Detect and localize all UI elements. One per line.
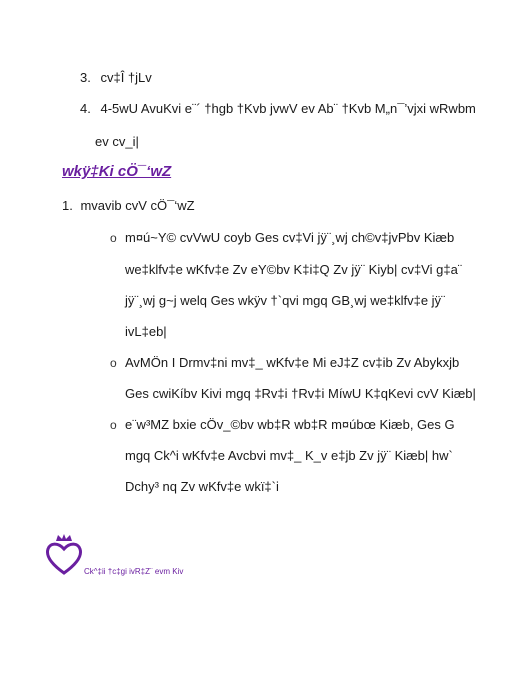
bullet-line: Dchy³ nq Zv wKfv‡e wkï‡`i (125, 479, 279, 494)
bullet-marker: o (110, 418, 117, 432)
list-number: 4. (80, 101, 91, 116)
list-number: 1. (62, 198, 73, 213)
bullet-line: e¨w³MZ bxie cÖv_©bv wb‡R wb‡R m¤úbœ Kiæb, Ges G (125, 417, 455, 432)
bullet-line: jÿ¨¸wj g~j welq Ges wkÿv †`qvi mgq GB¸wj we‡klfv‡e jÿ¨ (125, 293, 446, 308)
list-text: mvavib cvV cÖ¯‘wZ (80, 198, 195, 213)
list-number: 3. (80, 70, 91, 85)
section-heading: wkÿ‡Ki cÖ¯‘wZ (62, 163, 172, 180)
bullet-line: mgq Ck^i wKfv‡e Avcbvi mv‡_ K_v e‡jb Zv jÿ¨ Kiæb| hw` (125, 448, 453, 463)
list-text: 4-5wU AvuKvi e¨´ †hgb †Kvb jvwV ev Ab¨ †Kvb M„n¯’vjxi wRwbm (100, 101, 476, 116)
footer-text: Ck^‡ii †c‡gi ivR‡Z¨ evm Kiv (84, 567, 184, 576)
bullet-line: m¤ú~Y© cvVwU coyb Ges cv‡Vi jÿ¨¸wj ch©v‡jvPbv Kiæb (125, 230, 455, 245)
list-item-3 (80, 70, 152, 85)
list-text: cv‡Î †jLv (100, 70, 152, 85)
heart-crown-icon (44, 533, 84, 582)
list-item-4 (80, 101, 476, 116)
sub-list-item-1 (62, 198, 195, 213)
list-text: ev cv_i| (95, 134, 139, 149)
bullet-line: ivL‡eb| (125, 324, 167, 339)
bullet-line: AvMÖn I Drmv‡ni mv‡_ wKfv‡e Mi eJ‡Z cv‡ib Zv Abykxjb (125, 355, 460, 370)
bullet-marker: o (110, 231, 117, 245)
list-item-4-continuation (95, 134, 139, 149)
bullet-marker: o (110, 356, 117, 370)
bullet-line: Ges cwiKíbv Kivi mgq ‡Rv‡i †Rv‡i MíwU K‡qKevi cvV Kiæb| (125, 386, 476, 401)
bullet-line: we‡klfv‡e wKfv‡e Zv eY©bv K‡i‡Q Zv jÿ¨ Kiyb| cv‡Vi g‡a¨ (125, 262, 463, 277)
